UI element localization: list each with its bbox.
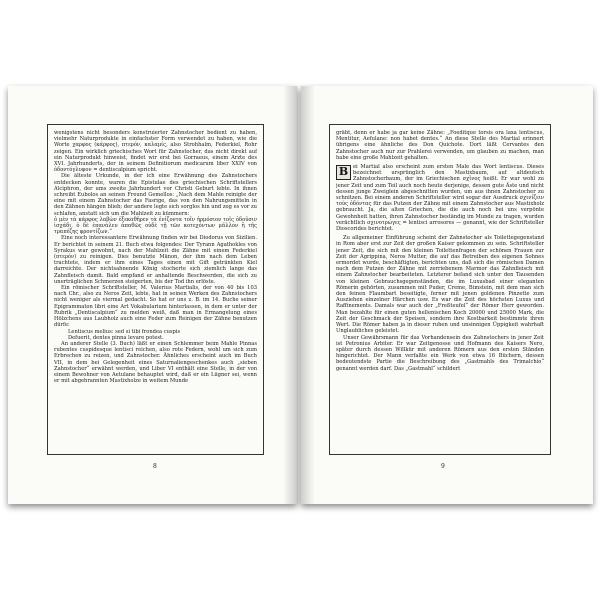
paragraph-text: Defuerit, dentes pinna levare potest. [68,334,164,341]
paragraph-text: Lentiscus melius: sed si tibi frondea cuspis [68,328,181,335]
page-text [54,130,257,449]
paragraph [54,341,257,384]
paragraph-text: Ein römischer Schriftsteller, M. Valerius Martialis, der von 40 bis 103 nach Chr., also zu Neros Zeit, lebte, hat in seinen Werken des Zahnstochers nicht weniger als viermal gedacht. So hat er uns z. B. im 14. Buche seiner Epigrammaton libri eine Art Vokabularium hinterlassen, in dem er unter der Rubrik „Dentiscalpium“ zu melden weiß, daß man in Ermangelung eines Hölzchens aus Laubholz auch eine Feder zum Reinigen der Zähne benutzen dürfe: [54,285,257,329]
paragraph-text: Die älteste Urkunde, in der ich eine Erwähnung des Zahnstochers entdecken konnte, waren die Epistulae des griechischen Schriftstellers Alciphron, der ums zweite Jahrhundert vor Christi Geburt lebte. In ihnen schreibt Eubolos an seinen Freund Gemellos: „Nach dem Mahle reinigte der eine mit einem Zahnstocher das Fasrige, das von den Nahrungsmitteln in den Zähnen hängen blieb; der andere legte sich sorglos hin und zog es vor zu schlafen, anstatt sich um die Mahlzeit zu kümmern: [54,173,257,217]
paragraph [54,217,257,236]
page-number: 9 [441,463,445,470]
drop-cap: B [336,165,351,180]
gutter-shadow [283,86,297,504]
paragraph-text: wenigstens nicht besonders konstruierter Zahnstocher bedient zu haben, vielmehr Naturprodukte in einfachster Form verwendet zu haben, wie die Worte χαρφος (κάρφος), πτερόν, καλαμίς, also Strohhalm, Federkiel, Rohr zeigen. Ein wirklich griechisches Wort für Zahnstocher, das nicht direkt auf ein Naturprodukt hinweist, findet wir erst bei Gorraeus, einem Arzte des XVI. Jahrhunderts, der in seinem Definitiorum medicarum liber XXIV von ὀδοντόγλυφον = dentiscalpium spricht. [54,130,257,174]
paragraph [54,130,257,173]
book-spread [0,86,600,506]
text-frame [47,124,264,455]
text-frame [329,124,551,455]
paragraph-text: Eine noch interessantere Erwähnung finden wir bei Diodorus von Sizilien. Er berichtet in seinem 21. Buch etwa folgendes: Der Tyrann Agathokles von Syrakus war gewohnt, nach der Mahlzeit die Zähne mit einem Federkiel (πτερόν) zu reinigen. Dies benutzte Mänon, der ihm nach dem Leben trachtete, indem er ihm eines Tages einen mit Gift getränkten Kiel darreichte. Der nichtsahnende König stocherte sich ziemlich lange das Zahnfleisch damit. Bald empfand er anhaltende Beschwerden, die sich zu unerträglichen Schmerzen steigerten, bis der Tod ihn erlöste. [54,235,257,285]
paragraph-text: ei Martial also erscheint zum ersten Male das Wort lentiscus. Dieses bezeichnet ursprünglich den Mastixbaum, auf altdeutsch Zahnstocherbaum, der im Griechischen σχῖνος heißt. Er war wohl zu jener Zeit und zum Teil auch noch heute derjenige, dessen gute Äste und nicht dessen junge Zweiglein abgeschnitten wurden, um aus ihnen Zahnstocher zu schnitzen. Bei einem anderen Schriftsteller wird sogar der Ausdruck σχινίζειν τοὺς ὀδόντας für das Putzen der Zähne mit einem Zahnstocher aus Mastixholz gebraucht. Ja, die alten Griechen, die die auch noch bei uns verpönte Gewohnheit hatten, ihren Zahnstocher beständig im Munde zu tragen, wurden verächtlich σχινοτρώγες = lentisci arrosores — genannt, wie der Schriftsteller Dioscorides berichtet. [336,164,544,233]
page-text [336,130,544,449]
right-page [301,86,593,504]
paragraph [336,164,544,232]
paragraph [336,130,544,161]
paragraph [54,285,257,328]
gutter-shadow [301,86,315,504]
paragraph [54,173,257,216]
paragraph-text: Zu allgemeiner Einführung scheint der Zahnstocher als Toilettegegenstand in Rom aber erst zur Zeit der großen Kaiser gekommen zu sein. Schriftsteller jener Zeit, die sich mit den kleinen Toilettenfragen der schönen Frauen zur Zeit der Agrippina, Neros Mutter, die auf das Betreiben des eigenen Sohnes ermordet wurde, beschäftigten, berichten uns, daß sich die römischen Damen nach dem Putzen der Zähne mit zerriebenem Marmor das Zahnfleisch mit einem Zahnstocher bearbeiteten. Letzterer befand sich unter den Tausenden von kleinen Gebrauchsgegenständen, die im Luxusbad einer eleganten Römerin gehörten, zusammen mit Puder, Creme, Bimstein, mit dem man sich den feinen Flaumbart beseitigte, ferner mit jenen goldenen Pinzette zum Ausziehen einzelner Härchen usw. Es war die Zeit des höchsten Luxus und Raffinements. Damals war auch der „Freßteufel“ der Römer Herr geworden. Man bezahlte für einen guten hellenischen Koch 20000 und 25000 Mark, die Zeit der Geschmack der Speisen, sondern ihre Kostbarkeit bestimmte ihren Wert. Die Römer haben ja in dieser ruhen und unsinnigen Üppigkeit wahrhaft Unglaubliches geleistet. [336,235,544,335]
paragraph-text: An anderer Stelle (3. Buch) läßt er einen Schlemmer beim Mahle Pinnas rubentes cuspidesque lentisci reichen, also rote Federn, wohl um sich zum Erbrechen zu reizen, und Zahnstocher. Ähnliches erscheint auch im Buch VII, in dem bei Gelegenheit eines Saturnaliengeschenkes auch „sieben Zahnstocher“ erwähnt werden, und Liber VI enthält eine Stelle, in der von einem Bewohner von Aetulane behauptet wird, daß er ein Lügner sei, wenn er mit abgebrannten Mastixholze in weitem Munde [54,340,257,385]
paragraph [336,335,544,372]
paragraph [336,235,544,334]
page-number: 8 [153,463,157,470]
paragraph-text: gräbt, denn er habe ja gar keine Zähne: „Foeditque torsis ora laxa lentiscus, Mentitur, Aefulane: non habet dentes.“ An diese Stelle des Martial erinnert übrigens eine ähnliche des Don Quichote. Dort läßt Cervantes den Zahnstocher auch nur zur Prahlerei verwenden, um glauben zu machen, man habe eine große Mahlzeit gehalten. [336,130,544,161]
paragraph-text: Unser Gewährsmann für das Vorhandensein des Zahnstochers in jener Zeit ist Petronius Arbiter. Er war Zeitgenosse und Hofmann des Kaisers Nero, später durch dessen Willkür mit anderen Römern aus den ersten Ständen hingerichtet. Der Mann verfaßte ein Werk von etwa 16 Büchern, dessen bedeutendste Partie die Beschreibung des „Gastmahls des Trimalchio“ genannt werden darf. Das „Gastmahl“ schildert [336,334,544,372]
left-page [8,86,297,504]
paragraph [54,235,257,285]
paragraph-text: ὁ μὲν τὰ κάρφος λαβὼν ἐξεκαθῆρεν τὰ ἐνίζοντα τοῖν ἡρμόσιον τοῖς ὀδοῦσιν ἰσχάδι, ὁ δὲ ἐπανάλευ ἀπαθῶς οὐδὲ τῇ τῶν κοτεχόντων μᾶλλον ἢ τῆς τραπέζης φροντίζων.“ [54,216,257,236]
